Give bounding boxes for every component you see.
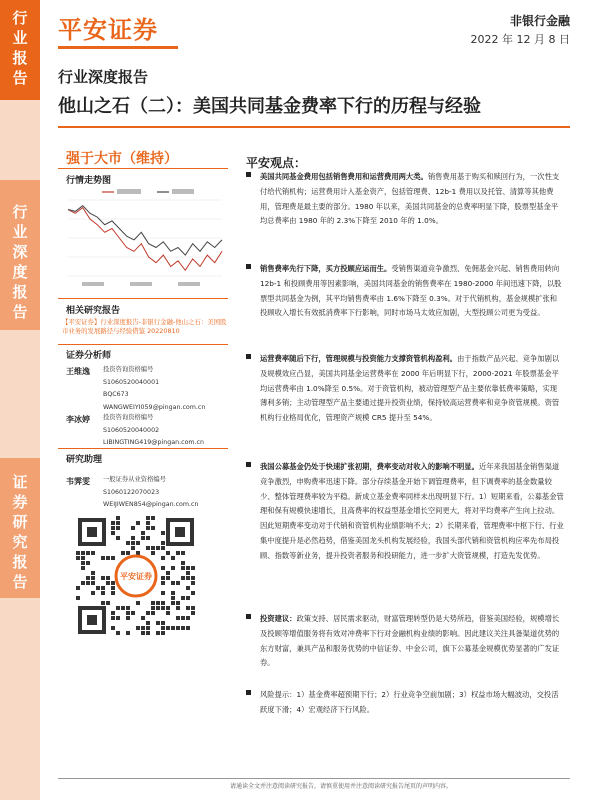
chart-x-ticks [82,282,200,286]
strip-char: 度 [12,263,28,281]
legend-label-series-1 [117,189,141,194]
bullet-body: 由于指数产品兴起、竞争加剧以及规模效应凸显，美国共同基金运营费率在 2000 年后明显下行，2000-2021 年股票基金平均运营费率由 1.0%降至 0.5%。对于资管机构，被动管理型产品主要依靠低费率策略，实现薄利多销；主动管理型产品主要通过提升投资业绩，保持较高运营费率和竞争资管规模。资管机构行业格局优化，管理资产规模 CR5 提升至 54%。 [260,354,560,423]
strip-char: 证 [12,473,28,491]
bullet-mark [246,354,251,359]
assistant-email[interactable]: WEIJIWEN854@pingan.com.cn [103,501,199,508]
bullet-body: 销售费用基于购买和赎回行为，一次性支付给代销机构；运营费用计入基金资产，包括管理费、12b-1 费用以及托管、清算等其他费用，管理费是最主要的部分。1980 年以来，美国共同基金的总费率明显下降，股票型基金平均总费率由 1980 年的 2.3%下降至 2010 年的 1.0%。 [260,172,560,226]
risk-warning: 风险提示：1）基金费率超预期下行；2）行业竞争空前加剧；3）权益市场大幅波动，交投活跃度下滑；4）宏观经济下行风险。 [260,690,559,714]
strip-char: 告 [12,69,28,87]
viewpoint-bullet [246,170,564,229]
analyst-email[interactable]: LIBINGTING419@pingan.com.cn [103,439,205,446]
strip-char: 研 [12,513,28,531]
chart-heading: 行情走势图 [66,176,112,186]
analyst-info-line: S1060520040001 [103,378,160,386]
rating-label: 强于大市（维持） [66,151,178,167]
analyst-info-line: 投资咨询资格编号 [103,414,154,421]
x-tick-label [130,282,152,286]
analyst-name: 王维逸 [66,367,90,376]
assistant-name: 韦霁雯 [66,477,90,486]
section-divider [58,344,228,345]
footer-divider [58,778,570,779]
section-divider [58,298,228,299]
viewpoint-heading: 平安观点： [246,156,307,170]
x-tick-label [178,282,200,286]
bullet-lead: 运营费率随后下行，管理规模与投资能力支撑资管机构盈利。 [260,354,458,363]
analyst-email[interactable]: WANGWEIYI059@pingan.com.cn [103,403,206,411]
analyst-info [103,412,204,450]
analyst-info-line: 投资咨询资格编号 [103,366,154,373]
chart-legend [102,189,194,194]
report-type: 行业深度报告 [58,68,149,86]
qr-code[interactable] [76,516,196,636]
strip-char: 报 [12,283,28,301]
x-tick-label [82,282,104,286]
bullet-body: 近年来我国基金销售渠道竞争激烈，申购费率迅速下降。部分存续基金开始下调管理费率，但下调费率的基金数量较少、整体管理费率较为平稳。新成立基金费率同样未出现明显下行。1）短期来看，公募基金管理和保有规模快速增长，且高费率的权益型基金增长空间更大，将对平均费率产生向上拉动。因此短期费率变动对于代销和资管机构业绩影响不大；2）长期来看，管理费率中枢下行、行业集中度提升是必然趋势，借鉴美国龙头机构发展经验，我国头部代销和资管机构应率先布局投顾、指数等新业务，提升投资者服务和投研能力，进一步扩大资管规模，打造先发优势。 [260,462,564,560]
bullet-mark [246,462,251,467]
analyst-info [103,364,205,414]
industry-label: 非银行金融 [509,14,570,28]
page-title: 他山之石（二）：美国共同基金费率下行的历程与经验 [58,96,481,117]
related-heading: 相关研究报告 [66,306,121,316]
bullet-body: 受销售渠道竞争激烈、免佣基金兴起、销售费用转向 12b-1 和投顾费用等因素影响，美国共同基金的销售费率在 1980-2000 年间迅速下降，以股票型共同基金为例，其平均销售费率由 1.6%下降至 0.3%。对于代销机构，基金规模扩张和投顾收入增长有效抵消费率下行影响，同时市场马太效应加剧，大型投顾公司更为受益。 [260,264,562,318]
related-report-link[interactable]: 【平安证券】行业深度报告-非银行金融-他山之石：美国股市业务的发展路径与经验借鉴 20220810 [62,318,227,335]
bullet-lead: 美国共同基金费用包括销售费用和运营费用两大类。 [260,172,428,181]
side-strip [0,0,40,800]
strip-band-research [0,458,40,598]
analyst-heading: 证券分析师 [66,351,112,361]
logo-underline [58,46,178,49]
viewpoint-bullet [246,262,564,321]
assistant-heading: 研究助理 [66,455,103,465]
price-trend-chart [62,186,228,294]
legend-label-series-2 [172,189,194,194]
viewpoint-bullet [246,612,564,671]
series-line-2 [68,206,222,255]
section-divider [58,448,228,449]
assistant-info [103,474,199,512]
title-divider [58,126,570,128]
viewpoint-bullet [246,688,564,718]
bullet-lead: 销售费率先行下降，买方投顾应运而生。 [260,264,392,273]
strip-char: 深 [12,243,28,261]
assistant-info-line: S1060122070023 [103,488,160,496]
bullet-lead: 我国公募基金仍处于快速扩张初期，费率变动对收入的影响不明显。 [260,462,479,471]
report-date: 2022 年 12 月 8 日 [470,33,570,46]
viewpoint-bullet [246,460,564,564]
assistant-info-line: 一般证券从业资格编号 [103,476,166,483]
bullet-body: 政策支持、居民需求驱动，财富管理转型仍是大势所趋，借鉴美国经验，规模增长及投顾等增值服务将有效对冲费率下行对金融机构业绩的影响。因此建议关注具备渠道优势的东方财富，兼具产品和服务优势的中信证券、中金公司，旗下公募基金规模优势显著的广发证券。 [260,614,560,668]
analyst-info-line: S1060520040002 [103,426,160,434]
analyst-info-line: BQC673 [103,391,129,398]
bullet-mark [246,264,251,269]
viewpoint-bullet [246,352,564,426]
company-logo: 平安证券 [58,16,158,44]
strip-char: 券 [12,493,28,511]
series-line-1 [68,208,222,271]
bullet-mark [246,690,251,695]
strip-char: 业 [12,29,28,47]
strip-char: 业 [12,223,28,241]
footer-disclaimer: 请通读全文并注意阅读研究报告，请慎重使用并注意阅读研究报告尾页的声明内容。 [230,783,453,790]
strip-band-deep-report [0,180,40,330]
strip-char: 行 [12,203,28,221]
strip-char: 告 [12,573,28,591]
bullet-mark [246,172,251,177]
strip-band-report [0,0,40,100]
bullet-lead: 投资建议： [260,614,297,623]
qr-seal-text: 平安证券 [120,572,152,581]
strip-char: 告 [12,303,28,321]
rating-divider [58,168,228,169]
strip-char: 报 [12,49,28,67]
strip-char: 报 [12,553,28,571]
bullet-mark [246,614,251,619]
strip-char: 究 [12,533,28,551]
analyst-name: 李冰婷 [66,415,90,424]
strip-char: 行 [12,9,28,27]
